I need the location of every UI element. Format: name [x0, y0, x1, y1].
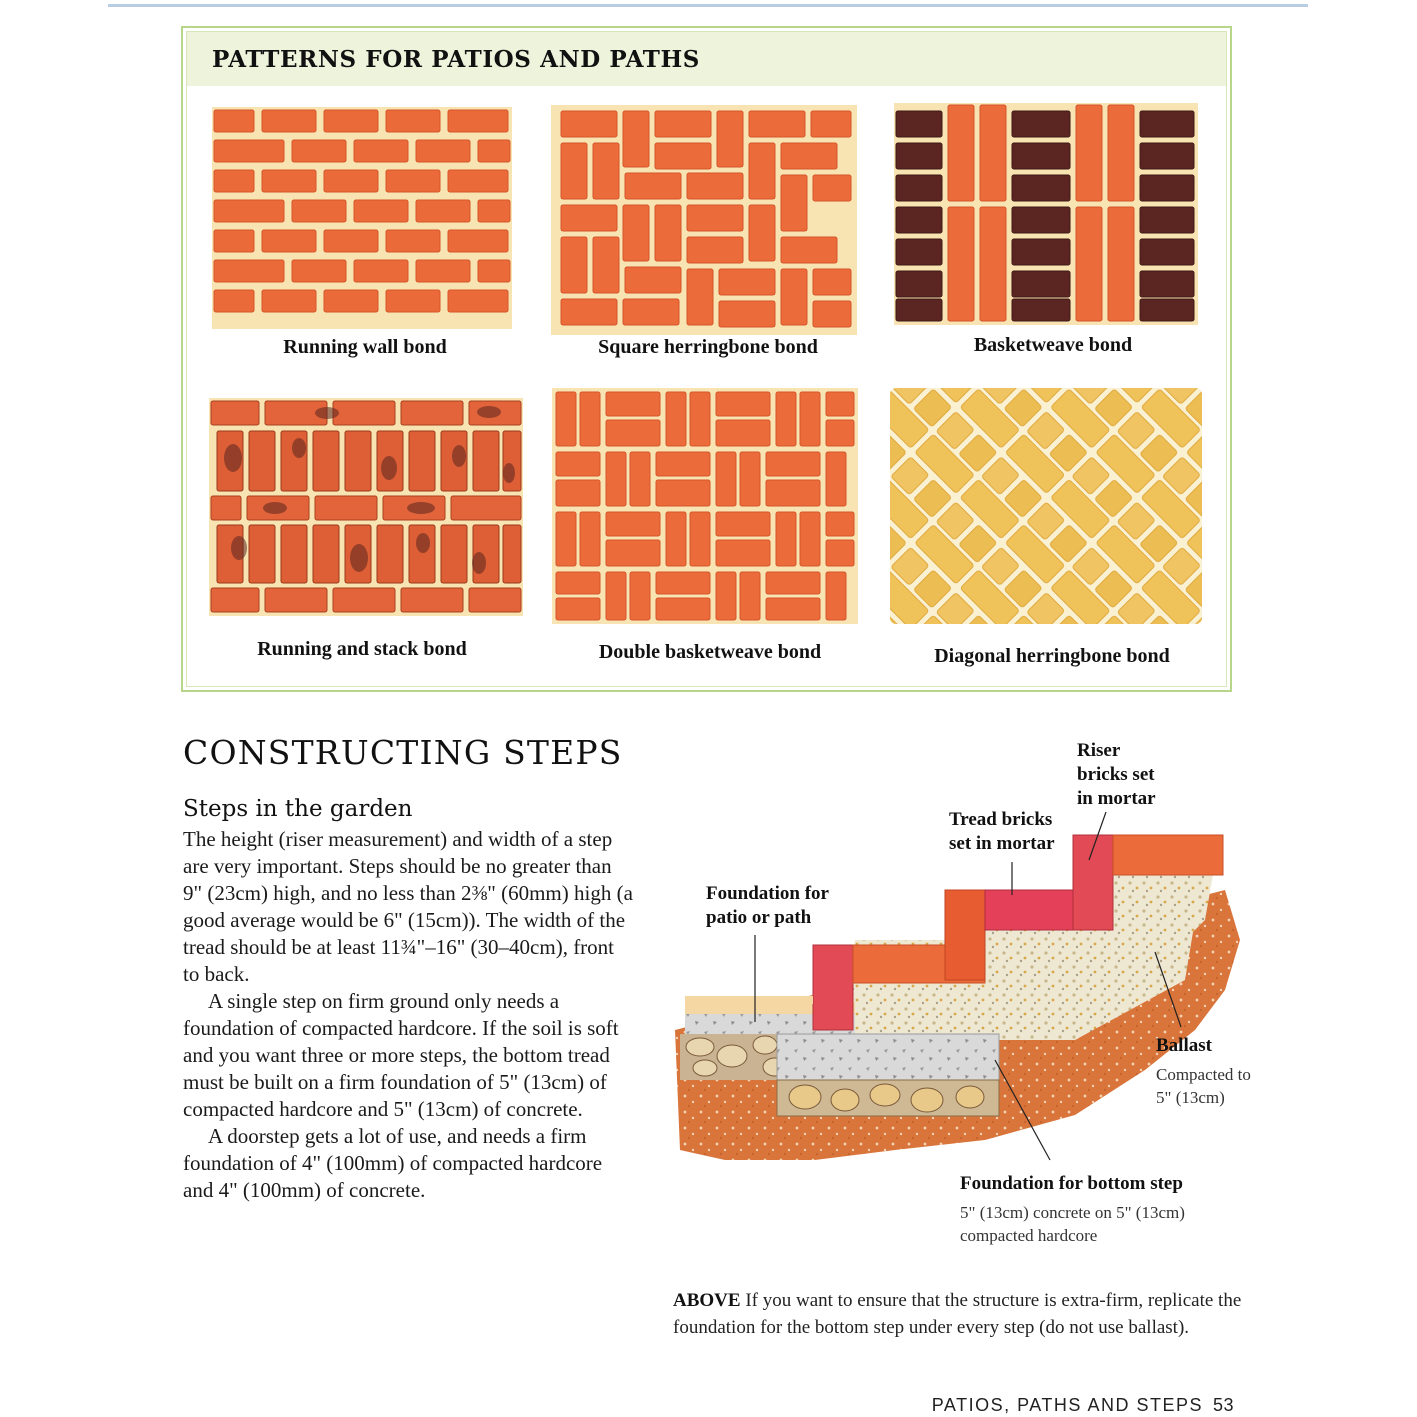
label-riser-bricks [1077, 739, 1156, 811]
caption-square-herringbone-bond: Square herringbone bond [598, 336, 818, 358]
page-number: 53 [1212, 1395, 1234, 1415]
label-line: patio or path [706, 907, 812, 928]
caption-diagonal-herringbone-bond: Diagonal herringbone bond [934, 645, 1170, 667]
caption-running-and-stack-bond: Running and stack bond [257, 638, 467, 660]
label-line: bricks set [1077, 764, 1155, 785]
square-herringbone-bond-illustration [551, 105, 857, 335]
label-ballast: Ballast [1156, 1035, 1212, 1056]
body-text [183, 826, 633, 1204]
label-foundation-patio [706, 882, 829, 930]
caption-basketweave-bond: Basketweave bond [973, 334, 1133, 356]
label-line: Compacted to [1156, 1065, 1251, 1084]
page-footer [932, 1395, 1234, 1416]
section-heading: CONSTRUCTING STEPS [183, 733, 623, 772]
label-line: Riser [1077, 740, 1121, 761]
label-line: 5" (13cm) [1156, 1088, 1225, 1107]
top-rule [108, 4, 1308, 7]
body-paragraph: The height (riser measurement) and width of a step are very important. Steps should be no greater than 9" (23cm) high, and no less than 2⅜" (60mm) high (a good average would be 6" (15cm)). The width of the tread should be at least 11¾"–16" (30–40cm), front to back. [183, 827, 633, 986]
label-line: compacted hardcore [960, 1226, 1098, 1245]
caption-text: If you want to ensure that the structure is extra-firm, replicate the foundation for the bottom step under every step (do not use ballast). [673, 1290, 1242, 1338]
label-line: Foundation for [706, 883, 829, 904]
diagonal-herringbone-bond-illustration [888, 386, 1204, 626]
label-line: Tread bricks [949, 809, 1053, 830]
label-foundation-bottom-note [960, 1201, 1185, 1247]
caption-lead: ABOVE [673, 1290, 741, 1311]
caption-double-basketweave-bond: Double basketweave bond [598, 641, 822, 663]
basketweave-bond-illustration [894, 103, 1198, 325]
label-foundation-bottom-step: Foundation for bottom step [960, 1173, 1183, 1194]
patterns-header [187, 32, 1226, 86]
figure-caption [673, 1287, 1258, 1341]
label-ballast-note [1156, 1063, 1251, 1109]
patterns-title: PATTERNS FOR PATIOS AND PATHS [212, 46, 701, 73]
label-tread-bricks [949, 808, 1055, 856]
caption-running-wall-bond: Running wall bond [283, 336, 447, 358]
double-basketweave-bond-illustration [552, 388, 858, 624]
running-wall-bond-illustration [212, 107, 512, 329]
body-paragraph: A single step on firm ground only needs a foundation of compacted hardcore. If the soil is soft and you want three or more steps, the bottom tread must be built on a firm foundation of 5" (13cm) of compacted hardcore and 5" (13cm) of concrete. [183, 989, 619, 1121]
section-subheading: Steps in the garden [183, 796, 413, 822]
steps-cross-section-diagram [665, 740, 1265, 1180]
label-line: in mortar [1077, 788, 1156, 809]
footer-section: PATIOS, PATHS AND STEPS [931, 1395, 1203, 1415]
label-line: 5" (13cm) concrete on 5" (13cm) [960, 1203, 1185, 1222]
running-and-stack-bond-illustration [209, 398, 523, 616]
body-paragraph: A doorstep gets a lot of use, and needs a firm foundation of 4" (100mm) of compacted hardcore and 4" (100mm) of concrete. [183, 1124, 603, 1202]
label-line: set in mortar [949, 833, 1055, 854]
